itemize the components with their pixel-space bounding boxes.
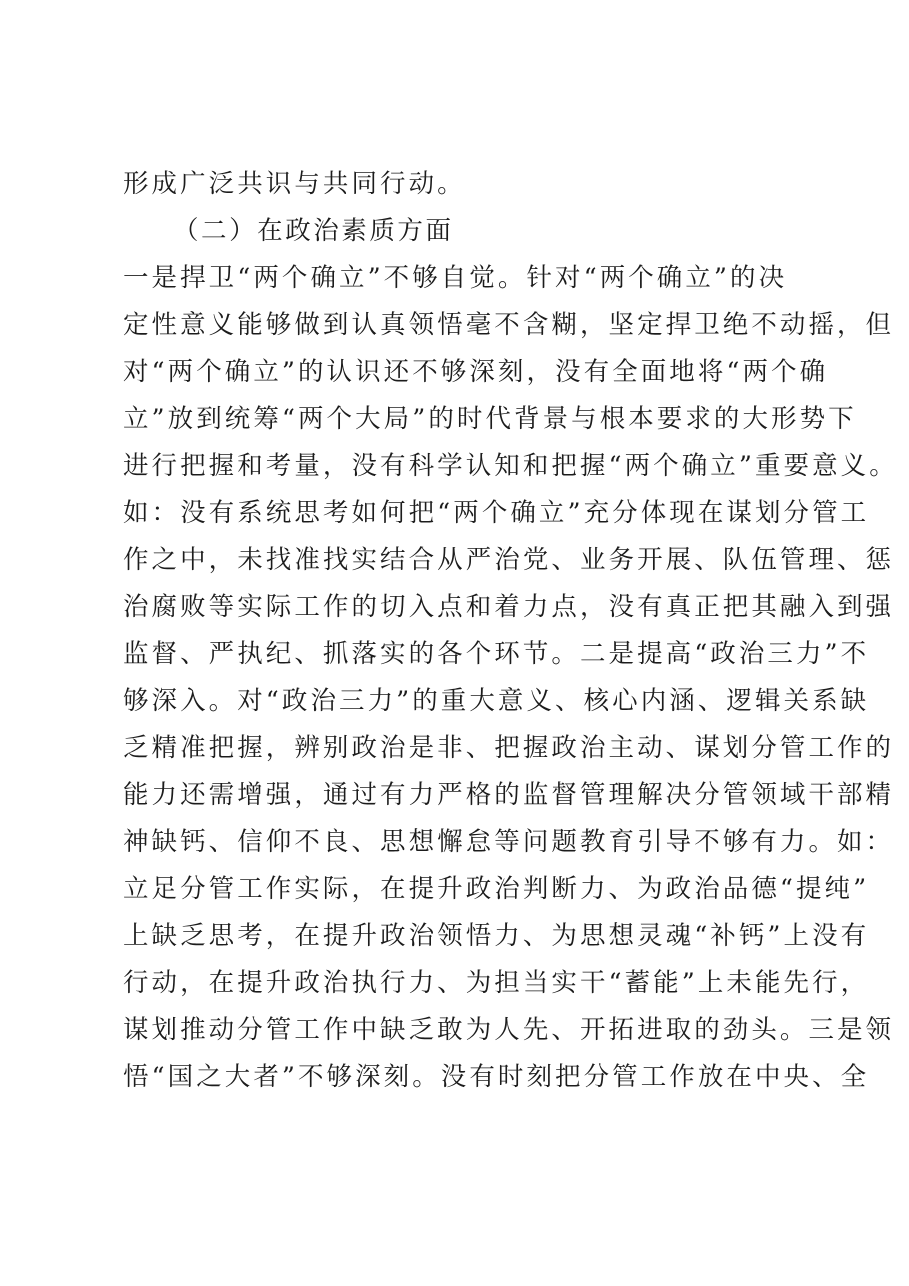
paragraph-line: 作之中，未找准找实结合从严治党、业务开展、队伍管理、惩 — [123, 545, 895, 575]
paragraph-line: 定性意义能够做到认真领悟毫不含糊，坚定捍卫绝不动摇，但 — [123, 310, 895, 340]
paragraph-line: 如：没有系统思考如何把“两个确立”充分体现在谋划分管工 — [123, 498, 870, 528]
paragraph-line: 神缺钙、信仰不良、思想懈怠等问题教育引导不够有力。如： — [123, 827, 895, 857]
paragraph-line: 行动，在提升政治执行力、为担当实干“蓄能”上未能先行， — [123, 968, 870, 998]
paragraph-line: 谋划推动分管工作中缺乏敢为人先、开拓进取的劲头。三是领 — [123, 1015, 895, 1045]
paragraph-line: 上缺乏思考，在提升政治领悟力、为思想灵魂“补钙”上没有 — [123, 921, 870, 951]
paragraph-line: 立足分管工作实际，在提升政治判断力、为政治品德“提纯” — [123, 874, 870, 904]
paragraph-line: 形成广泛共识与共同行动。 — [123, 169, 466, 199]
paragraph-line: 对“两个确立”的认识还不够深刻，没有全面地将“两个确 — [123, 357, 829, 387]
paragraph-line: 治腐败等实际工作的切入点和着力点，没有真正把其融入到强 — [123, 592, 895, 622]
paragraph-line: 乏精准把握，辨别政治是非、把握政治主动、谋划分管工作的 — [123, 733, 895, 763]
paragraph-line: 够深入。对“政治三力”的重大意义、核心内涵、逻辑关系缺 — [123, 686, 870, 716]
paragraph-line: 悟“国之大者”不够深刻。没有时刻把分管工作放在中央、全 — [123, 1062, 870, 1092]
section-heading: （二）在政治素质方面 — [173, 216, 454, 246]
paragraph-line: 进行把握和考量，没有科学认知和把握“两个确立”重要意义。 — [123, 451, 898, 481]
paragraph-line: 能力还需增强，通过有力严格的监督管理解决分管领域干部精 — [123, 780, 895, 810]
document-body — [123, 161, 898, 1101]
paragraph-line: 一是捍卫“两个确立”不够自觉。针对“两个确立”的决 — [123, 263, 788, 293]
paragraph-line: 监督、严执纪、抓落实的各个环节。二是提高“政治三力”不 — [123, 639, 870, 669]
paragraph-line: 立”放到统筹“两个大局”的时代背景与根本要求的大形势下 — [123, 404, 857, 434]
